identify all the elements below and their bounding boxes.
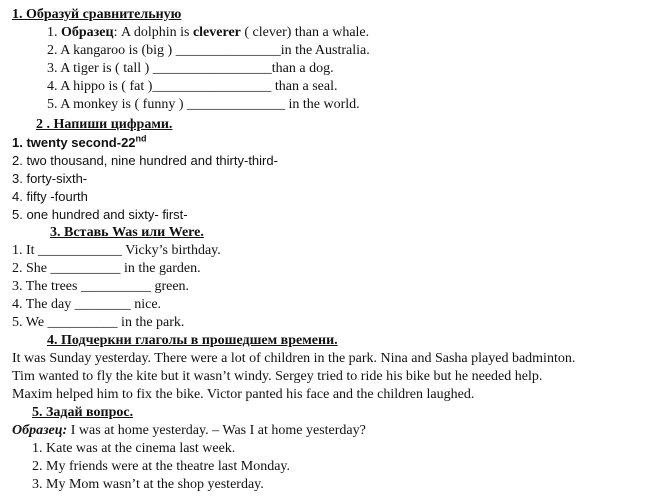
section-2-title: 2 . Напиши цифрами. bbox=[36, 117, 173, 132]
section-3-title: 3. Вставь Was или Were. bbox=[50, 225, 204, 240]
s3-item-5: 5. We __________ in the park. bbox=[12, 315, 185, 330]
s3-item-1: 1. It ____________ Vicky’s birthday. bbox=[12, 243, 221, 258]
s2-example bbox=[12, 134, 147, 151]
s4-text-line-1: It was Sunday yesterday. There were a lot of children in the park. Nina and Sasha played badminton. bbox=[12, 351, 576, 366]
section-5-title: 5. Задай вопрос. bbox=[32, 405, 134, 420]
s2-item-4: 4. fifty -fourth bbox=[12, 189, 88, 204]
section-2-heading bbox=[12, 116, 172, 133]
s3-item-4: 4. The day ________ nice. bbox=[12, 297, 162, 312]
s2-example-sup: nd bbox=[135, 133, 147, 144]
s1-item-1-num: 1. bbox=[47, 25, 58, 40]
section-1-title: 1. Образуй сравнительную bbox=[12, 7, 182, 22]
s1-item-1-post: ( clever) than a whale. bbox=[240, 25, 370, 40]
section-1-heading bbox=[12, 6, 181, 23]
s4-text-line-3: Maxim helped him to fix the bike. Victor panted his face and the children laughed. bbox=[12, 387, 475, 402]
s2-item-3: 3. forty-sixth- bbox=[12, 171, 88, 186]
s3-item-2: 2. She __________ in the garden. bbox=[12, 261, 201, 276]
s5-item-2: 2. My friends were at the theatre last Monday. bbox=[32, 459, 291, 474]
s1-item-4: 4. A hippo is ( fat )_________________ than a seal. bbox=[47, 79, 338, 94]
s5-example-text: I was at home yesterday. – Was I at home yesterday? bbox=[67, 423, 366, 438]
s1-example-answer: cleverer bbox=[192, 25, 241, 40]
s3-item-3: 3. The trees __________ green. bbox=[12, 279, 190, 294]
s2-item-2: 2. two thousand, nine hundred and thirty-third- bbox=[12, 153, 278, 168]
s1-item-5: 5. A monkey is ( funny ) ______________ in the world. bbox=[47, 97, 360, 112]
s4-text-line-2: Tim wanted to fly the kite but it wasn’t windy. Sergey tried to ride his bike but he needed help. bbox=[12, 369, 543, 384]
section-4-title: 4. Подчеркни глаголы в прошедшем времени. bbox=[47, 333, 338, 348]
s1-item-3: 3. A tiger is ( tall ) _________________than a dog. bbox=[47, 61, 334, 76]
s5-item-3: 3. My Mom wasn’t at the shop yesterday. bbox=[32, 477, 264, 492]
s2-example-text: 1. twenty second-22 bbox=[12, 135, 136, 150]
s5-item-1: 1. Kate was at the cinema last week. bbox=[32, 441, 236, 456]
s1-item-2: 2. A kangaroo is (big ) _______________in the Australia. bbox=[47, 43, 370, 58]
section-4-heading bbox=[47, 332, 338, 349]
s1-example-label: Образец bbox=[61, 25, 114, 40]
s1-item-1 bbox=[47, 24, 369, 41]
s5-example-label: Образец: bbox=[12, 423, 68, 438]
section-3-heading bbox=[12, 224, 204, 241]
s5-example bbox=[12, 422, 366, 439]
section-5-heading bbox=[32, 404, 133, 421]
s2-item-5: 5. one hundred and sixty- first- bbox=[12, 207, 188, 222]
s1-item-1-pre: : A dolphin is bbox=[113, 25, 193, 40]
